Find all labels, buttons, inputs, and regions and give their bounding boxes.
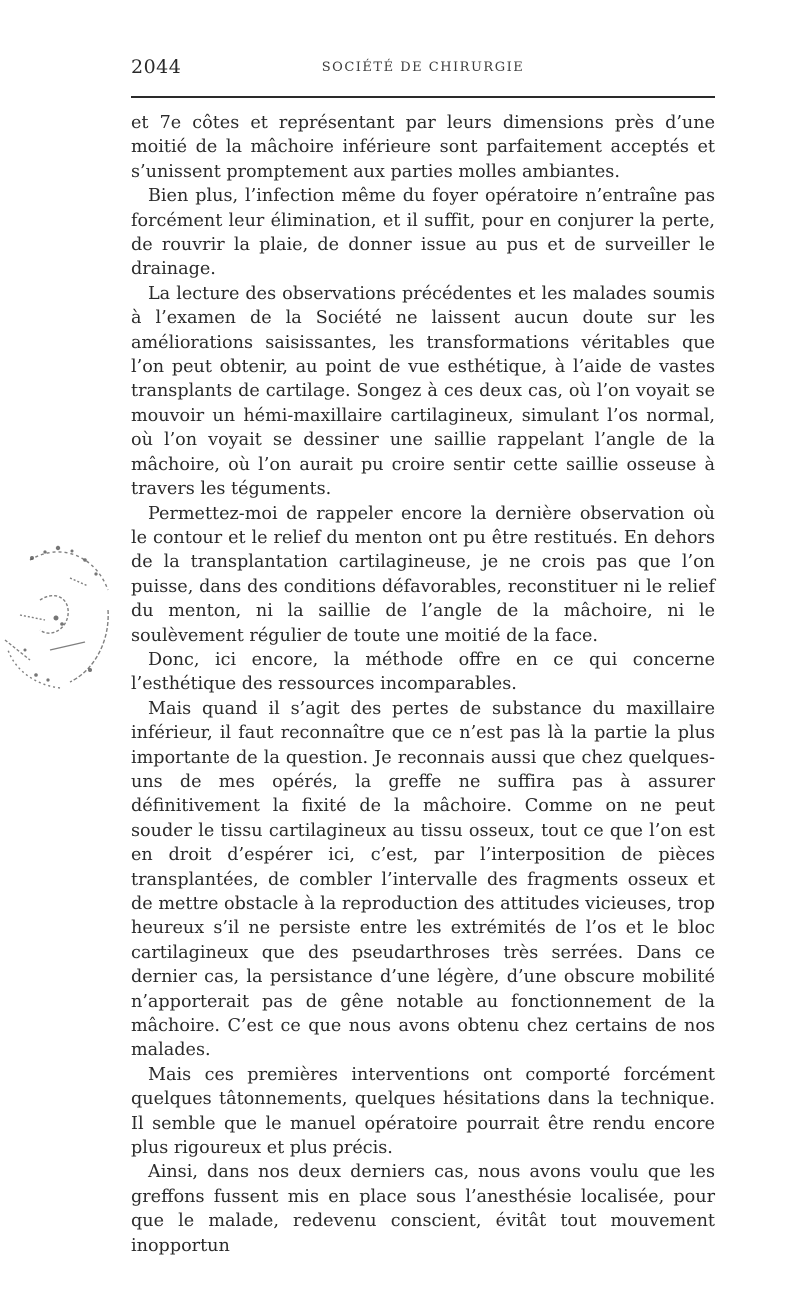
paragraph-6: Mais quand il s’agit des pertes de substance du maxillaire inférieur, il faut reconnaître que ce n’est pas là la partie la plus importante de la question. Je reconnais aussi que chez quelques-uns de mes opérés, la greffe ne suffira pas à assurer définitivement la fixité de la mâchoire. Comme on ne peut souder le tissu cartilagineux au tissu osseux, tout ce que l’on est en droit d’espérer ici, c’est, par l’interposition de pièces transplantées, de combler l’intervalle des fragments osseux et de mettre obstacle à la reproduction des attitudes vicieuses, trop heureux s’il ne persiste entre les extrémités de l’os et le bloc cartilagineux que des pseudarthroses très serrées. Dans ce dernier cas, la persistance d’une légère, d’une obscure mobilité n’apporterait pas de gêne notable au fonctionnement de la mâchoire. C’est ce que nous avons obtenu chez certains de nos malades.	[131, 698, 715, 1061]
page-header	[131, 56, 715, 90]
paragraph-5: Donc, ici encore, la méthode offre en ce qui concerne l’esthétique des ressources incomparables.	[131, 649, 715, 695]
paragraph-4: Permettez-moi de rappeler encore la dernière observation où le contour et le relief du menton ont pu être restitués. En dehors de la transplantation cartilagineuse, je ne crois pas que l’on puisse, dans des conditions défavorables, reconstituer ni le relief du menton, ni la saillie de l’angle de la mâchoire, ni le soulèvement régulier de toute une moitié de la face.	[131, 503, 715, 646]
paragraph-7: Mais ces premières interventions ont comporté forcément quelques tâtonnements, quelques hésitations dans la technique. Il semble que le manuel opératoire pourrait être rendu encore plus rigoureux et plus précis.	[131, 1064, 715, 1159]
running-head: SOCIÉTÉ DE CHIRURGIE	[321, 60, 525, 75]
paragraph-3: La lecture des observations précédentes et les malades soumis à l’examen de la Société ne laissent aucun doute sur les améliorations saisissantes, les transformations véritables que l’on peut obtenir, au point de vue esthétique, à l’aide de vastes transplants de cartilage. Songez à ces deux cas, où l’on voyait se mouvoir un hémi-maxillaire cartilagineux, simulant l’os normal, où l’on voyait se dessiner une saillie rappelant l’angle de la mâchoire, où l’on aurait pu croire sentir cette saillie osseuse à travers les téguments.	[131, 283, 715, 500]
page-number: 2044	[131, 56, 182, 78]
header-rule	[131, 96, 715, 98]
body-text	[131, 111, 715, 1258]
paragraph-8: Ainsi, dans nos deux derniers cas, nous avons voulu que les greffons fussent mis en place sous l’anesthésie localisée, pour que le malade, redevenu conscient, évitât tout mouvement inopportun	[131, 1162, 715, 1256]
paragraph-1: et 7e côtes et représentant par leurs dimensions près d’une moitié de la mâchoire inférieure sont parfaitement acceptés et s’unissent promptement aux parties molles ambiantes.	[131, 113, 715, 182]
library-stamp-icon	[0, 520, 122, 710]
paragraph-2: Bien plus, l’infection même du foyer opératoire n’entraîne pas forcément leur élimination, et il suffit, pour en conjurer la perte, de rouvrir la plaie, de donner issue au pus et de surveiller le drainage.	[131, 186, 715, 280]
